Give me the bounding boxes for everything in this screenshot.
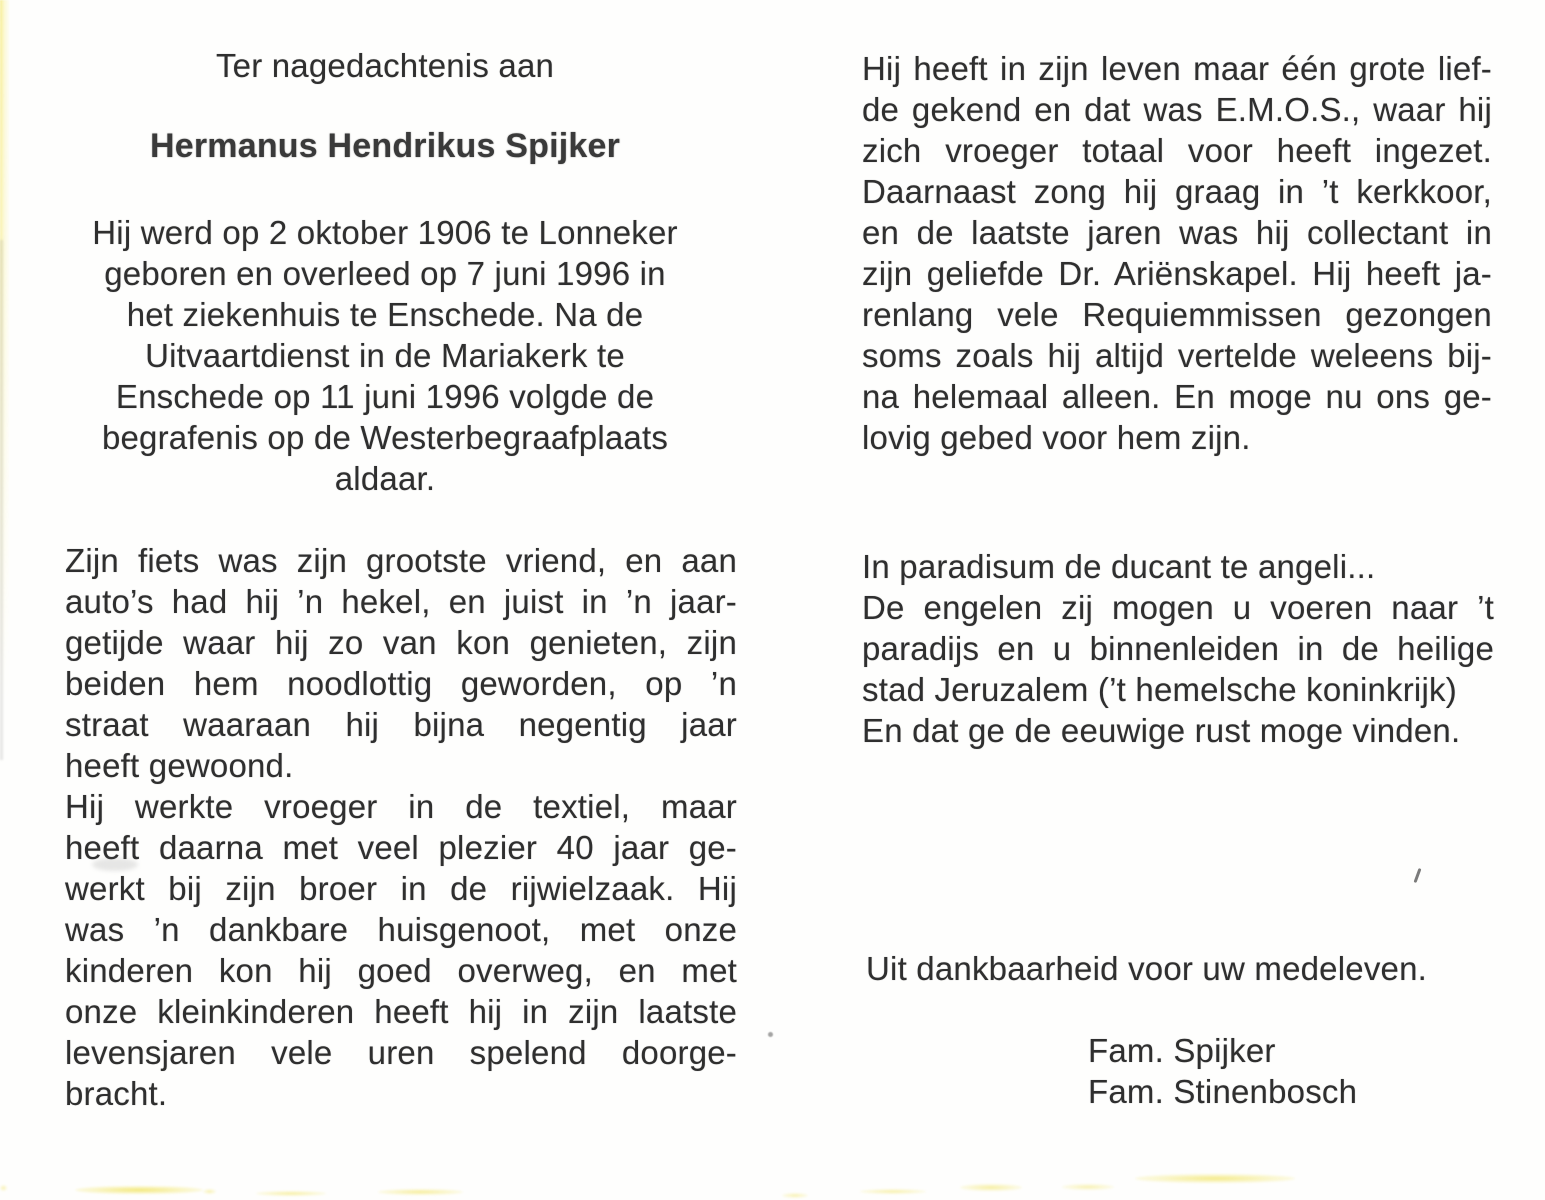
signature-line: Fam. Spijker	[1088, 1032, 1276, 1069]
scan-artifact-smudge	[92, 858, 138, 871]
signature-line: Fam. Stinenbosch	[1088, 1073, 1358, 1110]
text-line: Hij heeft in zijn leven maar één grote lief-	[862, 50, 1492, 87]
scan-artifact-streak	[203, 1189, 216, 1194]
text-line: Uitvaartdienst in de Mariakerk te	[145, 337, 625, 374]
tribute-paragraph	[862, 48, 1492, 458]
text-line: onze kleinkinderen heeft hij in zijn laatste	[65, 993, 737, 1030]
scan-artifact-dot	[768, 1032, 773, 1037]
text-line: bracht.	[65, 1075, 168, 1112]
text-line: levensjaren vele uren spelend doorge-	[65, 1034, 737, 1071]
scan-artifact-streak	[378, 1189, 463, 1195]
text-line: het ziekenhuis te Enschede. Na de	[126, 296, 644, 333]
text-line: straat waaraan hij bijna negentig jaar	[65, 706, 737, 743]
text-line: heeft daarna met veel plezier 40 jaar ge-	[65, 829, 737, 866]
text-line: renlang vele Requiemmissen gezongen	[862, 296, 1492, 333]
text-line: geboren en overleed op 7 juni 1996 in	[104, 255, 666, 292]
life-story-paragraph	[65, 540, 737, 1114]
text-line: lovig gebed voor hem zijn.	[862, 419, 1251, 456]
text-line: kinderen kon hij goed overweg, en met	[65, 952, 737, 989]
scan-artifact-streak	[75, 1186, 203, 1194]
scan-artifact-left-edge-gray	[0, 240, 3, 760]
scan-artifact-streak	[860, 1189, 926, 1194]
text-line: soms zoals hij altijd vertelde weleens bij-	[862, 337, 1492, 374]
text-line: auto’s had hij ’n hekel, en juist in ’n jaar-	[65, 583, 737, 620]
text-line: Daarnaast zong hij graag in ’t kerkkoor,	[862, 173, 1492, 210]
scan-artifact-streak	[1135, 1174, 1295, 1183]
text-line: Enschede op 11 juni 1996 volgde de	[115, 378, 655, 415]
text-line: paradijs en u binnenleiden in de heilige	[862, 630, 1494, 667]
text-line: getijde waar hij zo van kon genieten, zijn	[65, 624, 737, 661]
scan-artifact-slash	[1414, 868, 1422, 883]
text-line: en de laatste jaren was hij collectant in	[862, 214, 1492, 251]
scan-artifact-streak	[256, 1191, 326, 1196]
text-line: Zijn fiets was zijn grootste vriend, en aan	[65, 542, 737, 579]
text-line: de gekend en dat was E.M.O.S., waar hij	[862, 91, 1492, 128]
birth-death-paragraph	[65, 212, 705, 499]
scan-artifact-streak	[960, 1184, 1022, 1191]
scan-artifact-streak	[0, 1185, 7, 1191]
text-line: begrafenis op de Westerbegraafplaats	[101, 419, 669, 456]
text-line: En dat ge de eeuwige rust moge vinden.	[862, 712, 1461, 749]
dedication-heading: Ter nagedachtenis aan	[215, 47, 555, 84]
text-line: stad Jeruzalem (’t hemelsche koninkrijk)	[862, 671, 1457, 708]
text-line: De engelen zij mogen u voeren naar ’t	[862, 589, 1494, 626]
text-line: beiden hem noodlottig geworden, op ’n	[65, 665, 737, 702]
text-line: In paradisum de ducant te angeli...	[862, 548, 1376, 585]
text-line: Hij werkte vroeger in de textiel, maar	[65, 788, 737, 825]
text-line: aldaar.	[334, 460, 436, 497]
text-line: werkt bij zijn broer in de rijwielzaak. Hij	[65, 870, 737, 907]
scan-artifact-streak	[782, 1193, 808, 1198]
text-line: zich vroeger totaal voor heeft ingezet.	[862, 132, 1492, 169]
thanks-line: Uit dankbaarheid voor uw medeleven.	[866, 950, 1427, 987]
text-line: was ’n dankbare huisgenoot, met onze	[65, 911, 737, 948]
text-line: heeft gewoond.	[65, 747, 294, 784]
family-signatures	[1088, 1030, 1508, 1112]
prayer-paragraph	[862, 546, 1494, 751]
text-line: zijn geliefde Dr. Ariënskapel. Hij heeft ja-	[862, 255, 1492, 292]
text-line: Hij werd op 2 oktober 1906 te Lonneker	[92, 214, 678, 251]
scan-artifact-streak	[1062, 1184, 1114, 1190]
text-line: na helemaal alleen. En moge nu ons ge-	[862, 378, 1492, 415]
deceased-name-heading: Hermanus Hendrikus Spijker	[149, 127, 621, 165]
